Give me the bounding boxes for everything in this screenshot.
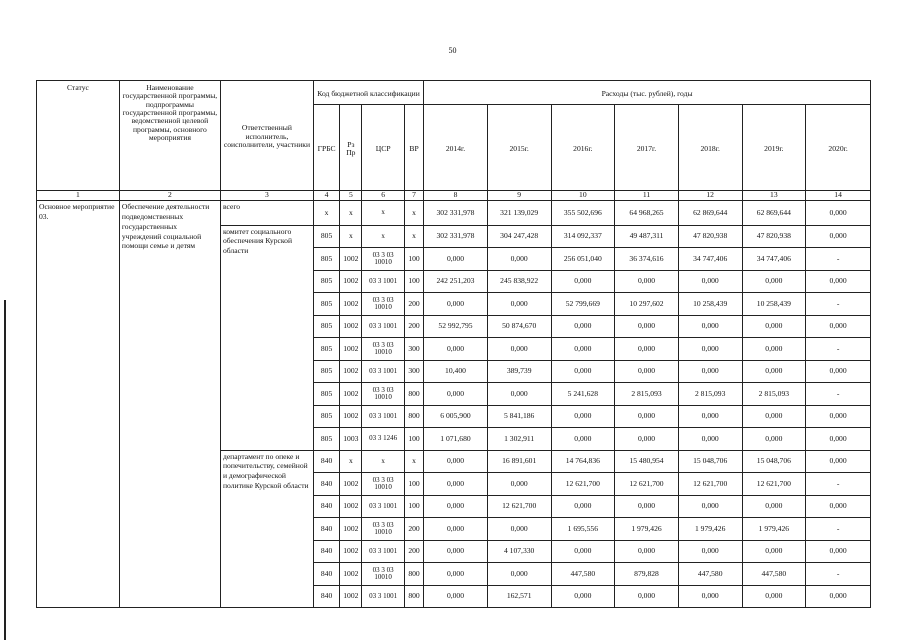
header-name: Наименование государственной программы, подпрограммы государственной программы, ведомственной целевой программы, основного мероприятия [119, 81, 220, 191]
csr-cell: 03 3 1246 [362, 428, 404, 451]
column-number: 12 [678, 191, 742, 201]
vr-cell: 800 [404, 563, 423, 586]
column-number: 14 [806, 191, 871, 201]
amount-cell: 10 258,439 [742, 293, 806, 316]
table-row [37, 201, 871, 226]
amount-cell: 0,000 [678, 405, 742, 428]
column-number: 11 [615, 191, 679, 201]
csr-cell: 03 3 1001 [362, 585, 404, 608]
rzpr-cell: 1002 [340, 270, 362, 293]
column-number: 5 [340, 191, 362, 201]
header-expenses: Расходы (тыс. рублей), годы [424, 81, 871, 105]
amount-cell: 0,000 [678, 360, 742, 383]
rzpr-cell: 1002 [340, 495, 362, 518]
header-rzpr: Рз Пр [340, 105, 362, 191]
amount-cell: 0,000 [487, 338, 551, 361]
amount-cell: 302 331,978 [424, 201, 488, 226]
amount-cell: 0,000 [424, 338, 488, 361]
vr-cell: 200 [404, 315, 423, 338]
vr-cell: 300 [404, 360, 423, 383]
amount-cell: - [806, 518, 871, 541]
amount-cell: 0,000 [424, 540, 488, 563]
amount-cell: 64 968,265 [615, 201, 679, 226]
amount-cell: 0,000 [615, 315, 679, 338]
header-budget-code: Код бюджетной классификации [313, 81, 423, 105]
amount-cell: 0,000 [424, 293, 488, 316]
amount-cell: - [806, 338, 871, 361]
amount-cell: 0,000 [487, 293, 551, 316]
csr-cell: 03 3 03 10010 [362, 518, 404, 541]
grbs-cell: 805 [313, 360, 339, 383]
amount-cell: 12 621,700 [742, 473, 806, 496]
amount-cell: 0,000 [678, 585, 742, 608]
csr-cell: 03 3 03 10010 [362, 248, 404, 271]
grbs-cell: 840 [313, 495, 339, 518]
amount-cell: 0,000 [678, 338, 742, 361]
amount-cell: 0,000 [615, 540, 679, 563]
amount-cell: 0,000 [806, 450, 871, 473]
amount-cell: 162,571 [487, 585, 551, 608]
amount-cell: 0,000 [678, 428, 742, 451]
rzpr-cell: x [340, 201, 362, 226]
header-year: 2016г. [551, 105, 615, 191]
grbs-cell: 805 [313, 405, 339, 428]
amount-cell: 1 979,426 [615, 518, 679, 541]
header-year: 2019г. [742, 105, 806, 191]
header-csr: ЦСР [362, 105, 404, 191]
amount-cell: 36 374,616 [615, 248, 679, 271]
vr-cell: 200 [404, 293, 423, 316]
amount-cell: 14 764,836 [551, 450, 615, 473]
amount-cell: - [806, 293, 871, 316]
amount-cell: 5 241,628 [551, 383, 615, 406]
csr-cell: x [362, 450, 404, 473]
amount-cell: 0,000 [615, 270, 679, 293]
grbs-cell: x [313, 201, 339, 226]
scan-edge-line [4, 300, 6, 640]
amount-cell: 0,000 [487, 563, 551, 586]
program-name-cell: Обеспечение деятельности подведомственных государственных учреждений социальной помощи семье и детям [119, 201, 220, 608]
amount-cell: 16 891,601 [487, 450, 551, 473]
column-number: 2 [119, 191, 220, 201]
amount-cell: 321 139,029 [487, 201, 551, 226]
amount-cell: 0,000 [742, 360, 806, 383]
csr-cell: 03 3 03 10010 [362, 293, 404, 316]
amount-cell: 10 258,439 [678, 293, 742, 316]
vr-cell: 100 [404, 270, 423, 293]
amount-cell: 52 992,795 [424, 315, 488, 338]
amount-cell: 389,739 [487, 360, 551, 383]
amount-cell: 0,000 [551, 338, 615, 361]
amount-cell: 0,000 [806, 225, 871, 248]
amount-cell: 50 874,670 [487, 315, 551, 338]
amount-cell: 0,000 [551, 540, 615, 563]
amount-cell: 47 820,938 [678, 225, 742, 248]
vr-cell: 100 [404, 428, 423, 451]
amount-cell: 34 747,406 [678, 248, 742, 271]
amount-cell: 62 869,644 [678, 201, 742, 226]
grbs-cell: 840 [313, 450, 339, 473]
amount-cell: 62 869,644 [742, 201, 806, 226]
amount-cell: 245 838,922 [487, 270, 551, 293]
amount-cell: 0,000 [615, 428, 679, 451]
column-number: 9 [487, 191, 551, 201]
amount-cell: 12 621,700 [551, 473, 615, 496]
rzpr-cell: 1003 [340, 428, 362, 451]
amount-cell: 0,000 [424, 473, 488, 496]
grbs-cell: 805 [313, 293, 339, 316]
amount-cell: 0,000 [742, 540, 806, 563]
amount-cell: 2 815,093 [742, 383, 806, 406]
amount-cell: 447,580 [678, 563, 742, 586]
amount-cell: 0,000 [742, 270, 806, 293]
rzpr-cell: 1002 [340, 315, 362, 338]
rzpr-cell: 1002 [340, 360, 362, 383]
vr-cell: 200 [404, 540, 423, 563]
column-number: 10 [551, 191, 615, 201]
amount-cell: 447,580 [551, 563, 615, 586]
csr-cell: 03 3 03 10010 [362, 383, 404, 406]
rzpr-cell: 1002 [340, 518, 362, 541]
amount-cell: 0,000 [551, 270, 615, 293]
amount-cell: 314 092,337 [551, 225, 615, 248]
amount-cell: 0,000 [678, 315, 742, 338]
header-executor: Ответственный исполнитель, соисполнители, участники [220, 81, 313, 191]
amount-cell: 0,000 [615, 405, 679, 428]
header-year: 2014г. [424, 105, 488, 191]
amount-cell: 0,000 [551, 585, 615, 608]
grbs-cell: 805 [313, 338, 339, 361]
amount-cell: 1 302,911 [487, 428, 551, 451]
grbs-cell: 840 [313, 473, 339, 496]
amount-cell: 0,000 [551, 428, 615, 451]
amount-cell: 0,000 [424, 450, 488, 473]
amount-cell: 256 051,040 [551, 248, 615, 271]
rzpr-cell: x [340, 225, 362, 248]
amount-cell: 2 815,093 [678, 383, 742, 406]
amount-cell: 12 621,700 [678, 473, 742, 496]
rzpr-cell: 1002 [340, 473, 362, 496]
column-number: 6 [362, 191, 404, 201]
amount-cell: 0,000 [424, 383, 488, 406]
rzpr-cell: 1002 [340, 540, 362, 563]
amount-cell: 0,000 [615, 338, 679, 361]
executor-cell: департамент по опеке и попечительству, семейной и демографической политике Курской области [220, 450, 313, 608]
amount-cell: 0,000 [806, 585, 871, 608]
grbs-cell: 805 [313, 225, 339, 248]
column-number-row [37, 191, 871, 201]
csr-cell: 03 3 1001 [362, 270, 404, 293]
amount-cell: 0,000 [678, 540, 742, 563]
csr-cell: x [362, 225, 404, 248]
rzpr-cell: x [340, 450, 362, 473]
amount-cell: 0,000 [615, 585, 679, 608]
page-number: 50 [448, 46, 457, 55]
amount-cell: 49 487,311 [615, 225, 679, 248]
amount-cell: 5 841,186 [487, 405, 551, 428]
column-number: 1 [37, 191, 120, 201]
vr-cell: 300 [404, 338, 423, 361]
column-number: 7 [404, 191, 423, 201]
amount-cell: - [806, 383, 871, 406]
amount-cell: 1 979,426 [678, 518, 742, 541]
amount-cell: 0,000 [424, 585, 488, 608]
amount-cell: 15 480,954 [615, 450, 679, 473]
header-grbs: ГРБС [313, 105, 339, 191]
grbs-cell: 805 [313, 383, 339, 406]
amount-cell: 0,000 [742, 428, 806, 451]
grbs-cell: 805 [313, 315, 339, 338]
amount-cell: 4 107,330 [487, 540, 551, 563]
rzpr-cell: 1002 [340, 563, 362, 586]
csr-cell: 03 3 03 10010 [362, 473, 404, 496]
csr-cell: 03 3 1001 [362, 405, 404, 428]
rzpr-cell: 1002 [340, 585, 362, 608]
amount-cell: 0,000 [487, 383, 551, 406]
csr-cell: x [362, 201, 404, 226]
header-status: Статус [37, 81, 120, 191]
amount-cell: 0,000 [806, 405, 871, 428]
grbs-cell: 805 [313, 248, 339, 271]
amount-cell: 0,000 [487, 518, 551, 541]
csr-cell: 03 3 03 10010 [362, 338, 404, 361]
amount-cell: 0,000 [487, 473, 551, 496]
amount-cell: 0,000 [806, 428, 871, 451]
column-number: 8 [424, 191, 488, 201]
executor-cell: комитет социального обеспечения Курской области [220, 225, 313, 450]
grbs-cell: 840 [313, 518, 339, 541]
amount-cell: 0,000 [551, 315, 615, 338]
amount-cell: 52 799,669 [551, 293, 615, 316]
amount-cell: 355 502,696 [551, 201, 615, 226]
vr-cell: 800 [404, 383, 423, 406]
rzpr-cell: 1002 [340, 405, 362, 428]
budget-table [36, 80, 871, 608]
amount-cell: 0,000 [742, 405, 806, 428]
status-cell: Основное мероприятие 03. [37, 201, 120, 608]
amount-cell: 15 048,706 [742, 450, 806, 473]
amount-cell: 0,000 [551, 495, 615, 518]
amount-cell: 34 747,406 [742, 248, 806, 271]
column-number: 4 [313, 191, 339, 201]
rzpr-cell: 1002 [340, 383, 362, 406]
rzpr-cell: 1002 [340, 248, 362, 271]
amount-cell: 0,000 [742, 338, 806, 361]
amount-cell: 0,000 [678, 270, 742, 293]
amount-cell: 6 005,900 [424, 405, 488, 428]
rzpr-cell: 1002 [340, 293, 362, 316]
amount-cell: 47 820,938 [742, 225, 806, 248]
vr-cell: 100 [404, 473, 423, 496]
amount-cell: 0,000 [551, 360, 615, 383]
amount-cell: 0,000 [806, 360, 871, 383]
amount-cell: 1 979,426 [742, 518, 806, 541]
amount-cell: 12 621,700 [615, 473, 679, 496]
csr-cell: 03 3 03 10010 [362, 563, 404, 586]
vr-cell: 100 [404, 248, 423, 271]
column-number: 3 [220, 191, 313, 201]
amount-cell: 1 695,556 [551, 518, 615, 541]
csr-cell: 03 3 1001 [362, 495, 404, 518]
amount-cell: 0,000 [424, 495, 488, 518]
amount-cell: 0,000 [424, 563, 488, 586]
amount-cell: 0,000 [806, 540, 871, 563]
amount-cell: 0,000 [806, 495, 871, 518]
amount-cell: - [806, 248, 871, 271]
amount-cell: - [806, 473, 871, 496]
csr-cell: 03 3 1001 [362, 360, 404, 383]
vr-cell: 200 [404, 518, 423, 541]
executor-cell: всего [220, 201, 313, 226]
table-body [37, 201, 871, 608]
amount-cell: 0,000 [742, 315, 806, 338]
amount-cell: 447,580 [742, 563, 806, 586]
amount-cell: 302 331,978 [424, 225, 488, 248]
amount-cell: 242 251,203 [424, 270, 488, 293]
header-year: 2015г. [487, 105, 551, 191]
amount-cell: 0,000 [615, 495, 679, 518]
amount-cell: 0,000 [424, 518, 488, 541]
amount-cell: 0,000 [678, 495, 742, 518]
csr-cell: 03 3 1001 [362, 315, 404, 338]
amount-cell: 0,000 [742, 495, 806, 518]
amount-cell: 15 048,706 [678, 450, 742, 473]
grbs-cell: 840 [313, 563, 339, 586]
column-number: 13 [742, 191, 806, 201]
amount-cell: 0,000 [806, 270, 871, 293]
grbs-cell: 805 [313, 270, 339, 293]
amount-cell: 304 247,428 [487, 225, 551, 248]
header-year: 2017г. [615, 105, 679, 191]
amount-cell: 0,000 [806, 201, 871, 226]
vr-cell: 800 [404, 585, 423, 608]
amount-cell: 0,000 [487, 248, 551, 271]
amount-cell: 0,000 [615, 360, 679, 383]
vr-cell: x [404, 201, 423, 226]
amount-cell: 0,000 [806, 315, 871, 338]
amount-cell: 879,828 [615, 563, 679, 586]
amount-cell: 10,400 [424, 360, 488, 383]
grbs-cell: 805 [313, 428, 339, 451]
vr-cell: x [404, 225, 423, 248]
amount-cell: - [806, 563, 871, 586]
vr-cell: 800 [404, 405, 423, 428]
grbs-cell: 840 [313, 540, 339, 563]
header-year: 2018г. [678, 105, 742, 191]
csr-cell: 03 3 1001 [362, 540, 404, 563]
amount-cell: 1 071,680 [424, 428, 488, 451]
amount-cell: 0,000 [424, 248, 488, 271]
amount-cell: 12 621,700 [487, 495, 551, 518]
rzpr-cell: 1002 [340, 338, 362, 361]
amount-cell: 0,000 [551, 405, 615, 428]
amount-cell: 0,000 [742, 585, 806, 608]
vr-cell: 100 [404, 495, 423, 518]
amount-cell: 2 815,093 [615, 383, 679, 406]
vr-cell: x [404, 450, 423, 473]
header-vr: ВР [404, 105, 423, 191]
header-year: 2020г. [806, 105, 871, 191]
grbs-cell: 840 [313, 585, 339, 608]
amount-cell: 10 297,602 [615, 293, 679, 316]
